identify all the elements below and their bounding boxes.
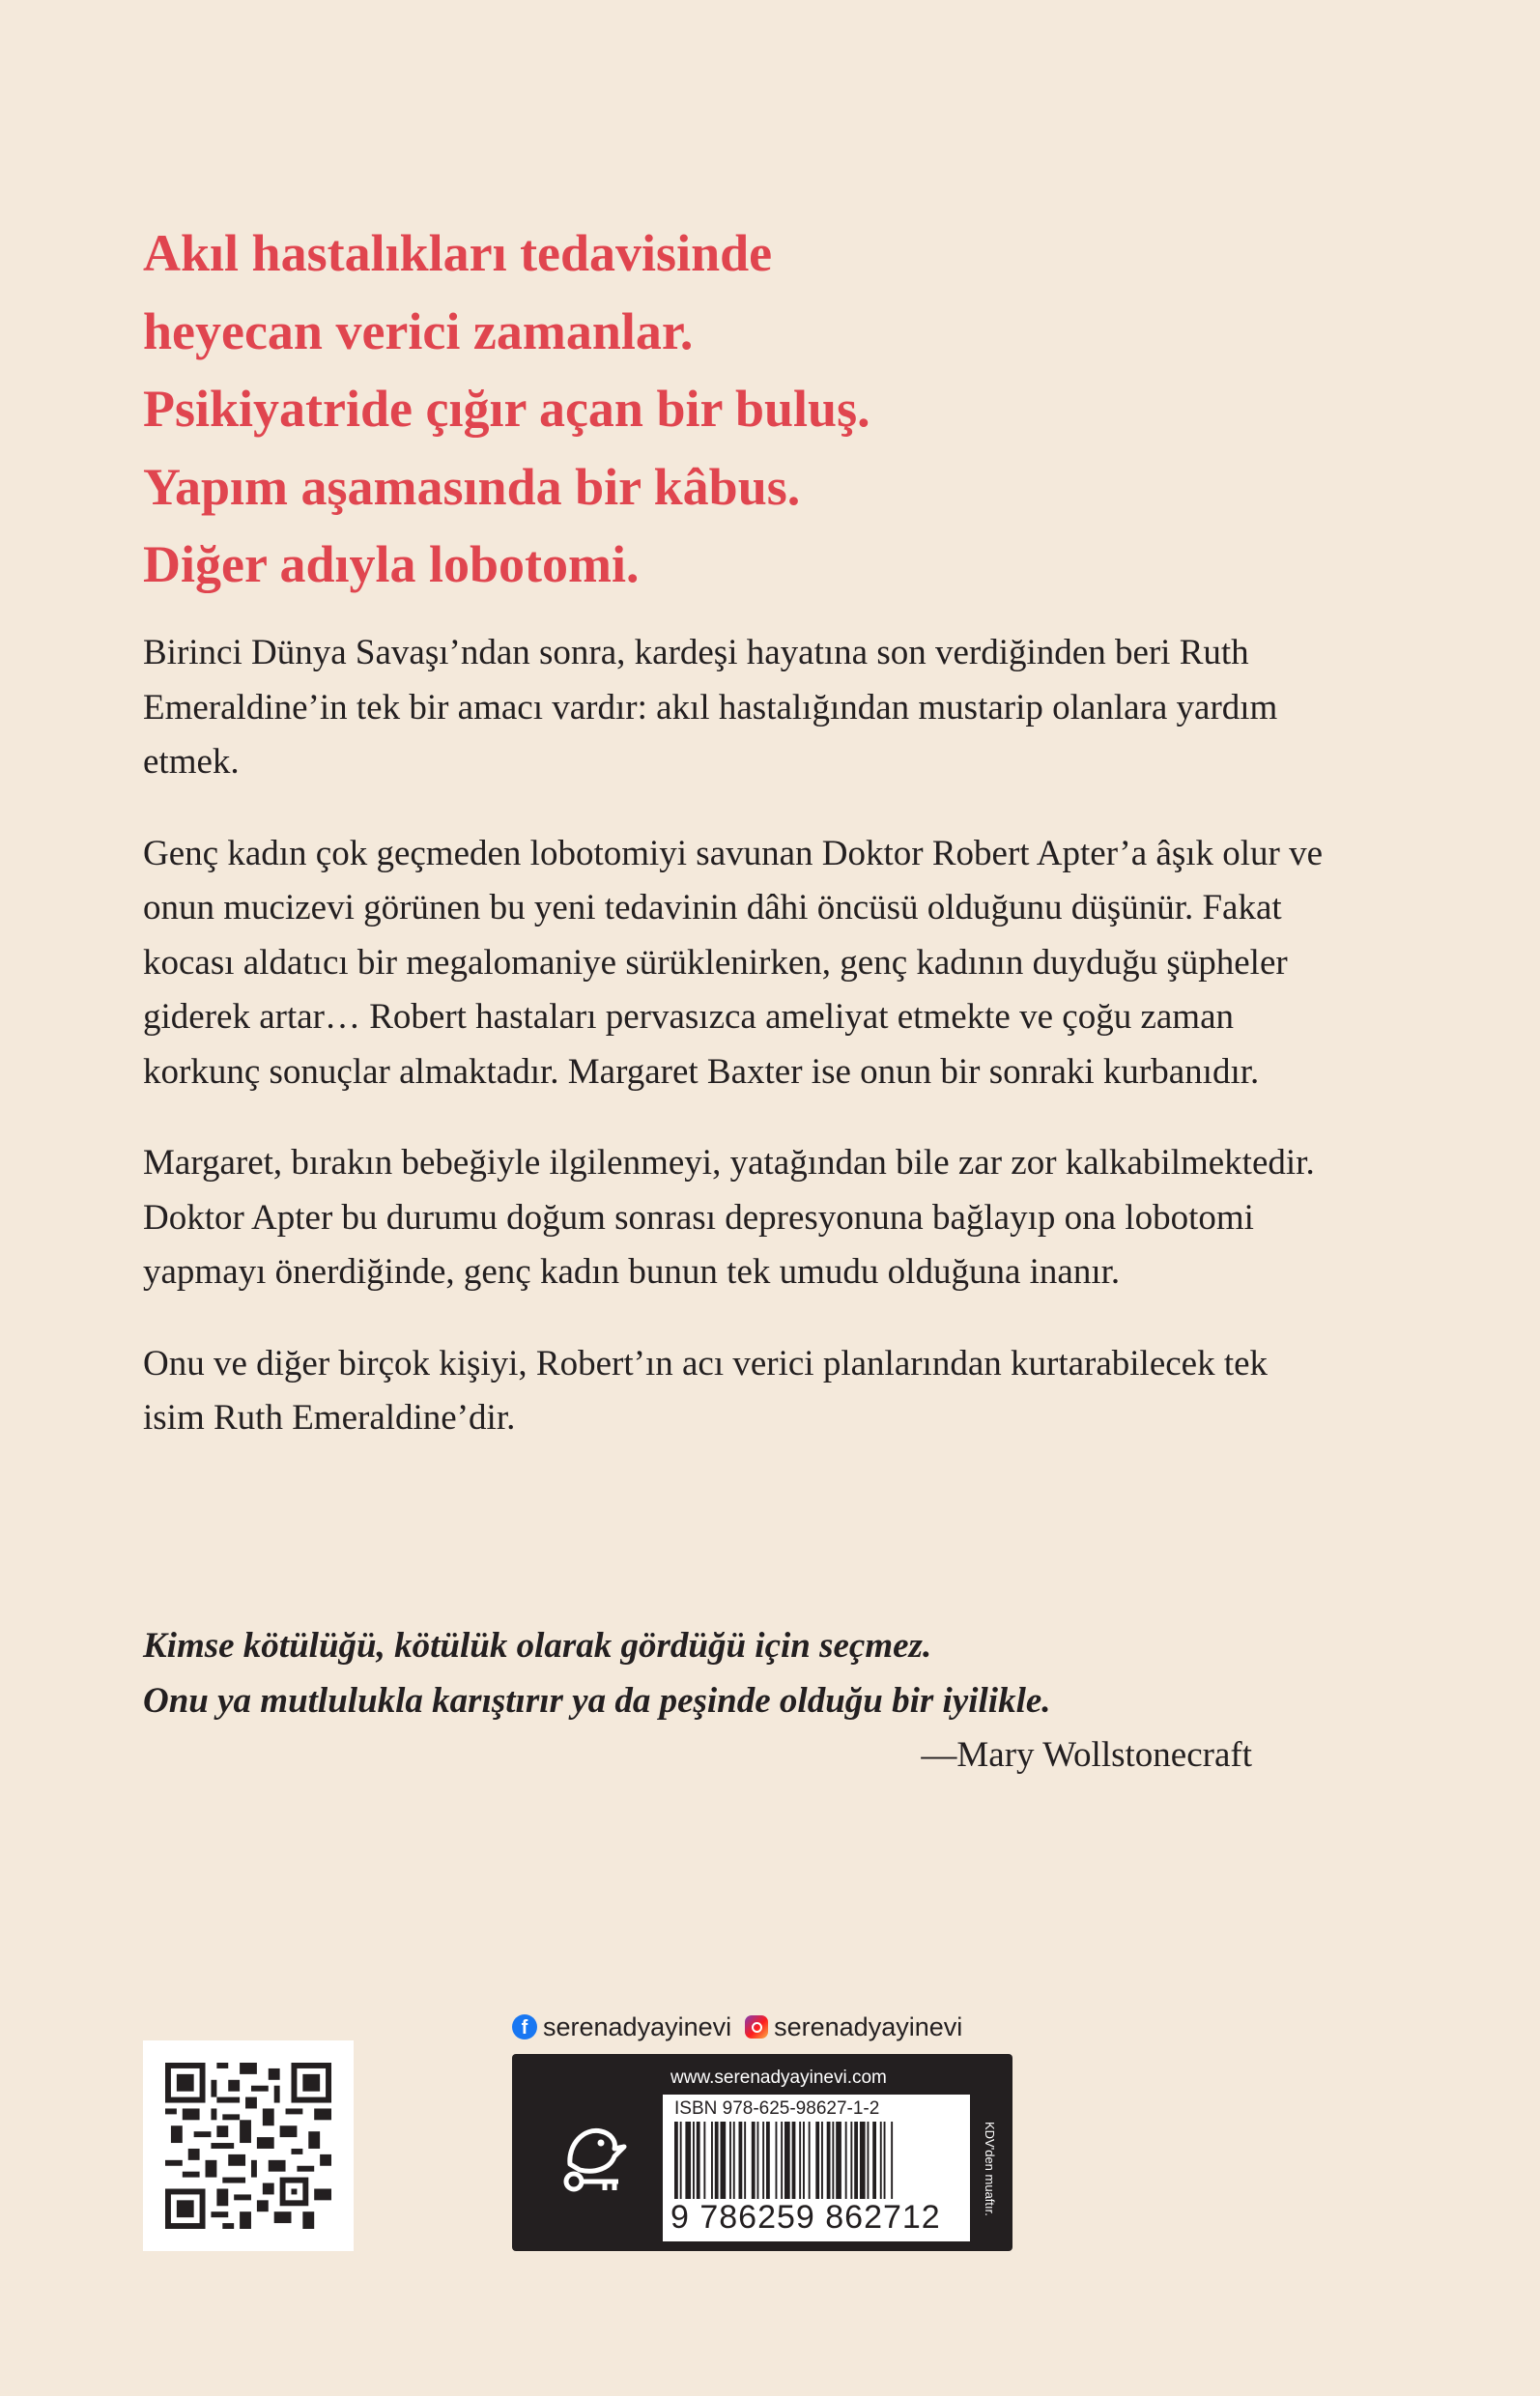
publisher-website: www.serenadyayinevi.com bbox=[670, 2068, 887, 2088]
bird-key-logo-icon bbox=[551, 2114, 638, 2201]
isbn-barcode bbox=[663, 2095, 970, 2241]
epigraph-line: Onu ya mutlulukla karıştırır ya da peşinde olduğu bir iyilikle. bbox=[143, 1680, 1051, 1721]
publisher-barcode-panel bbox=[512, 2054, 1012, 2251]
epigraph bbox=[143, 1619, 1302, 1783]
headline bbox=[143, 214, 1399, 604]
blurb-paragraph: Onu ve diğer birçok kişiyi, Robert’ın acı verici planlarından kurtarabilecek tek isim Ruth Emeraldine’dir. bbox=[143, 1343, 1269, 1438]
headline-line: Yapım aşamasında bir kâbus. bbox=[143, 457, 801, 516]
blurb-paragraph: Margaret, bırakın bebeğiyle ilgilenmeyi, yatağından bile zar zor kalkabilmektedir. Doktor Apter bu durumu doğum sonrası depresyonuna bağlayıp ona lobotomi yapmayı önerdiğinde, genç kadın bunun tek umudu olduğuna inanır. bbox=[143, 1143, 1315, 1292]
qr-code-icon bbox=[165, 2063, 331, 2229]
headline-line: heyecan verici zamanlar. bbox=[143, 301, 694, 360]
headline-line: Psikiyatride çığır açan bir buluş. bbox=[143, 380, 870, 438]
blurb-paragraph: Genç kadın çok geçmeden lobotomiyi savunan Doktor Robert Apter’a âşık olur ve onun mucizevi görünen bu yeni tedavinin dâhi öncüsü olduğunu düşünür. Fakat kocası aldatıcı bir megalomaniye sürüklenirken, genç kadının duyduğu şüpheler giderek artar… Robert hastaları pervasızca ameliyat etmekte ve çoğu zaman korkunç sonuçlar almaktadır. Margaret Baxter ise onun bir sonraki kurbanıdır. bbox=[143, 833, 1324, 1092]
qr-code bbox=[143, 2040, 354, 2251]
blurb-paragraph: Birinci Dünya Savaşı’ndan sonra, kardeşi hayatına son verdiğinden beri Ruth Emeraldine’in tek bir amacı vardır: akıl hastalığından mustarip olanlara yardım etmek. bbox=[143, 633, 1278, 782]
tax-exempt-note: KDV'den muaftır. bbox=[983, 2122, 997, 2216]
barcode-digits: 9 786259 862712 bbox=[670, 2199, 966, 2237]
isbn-number: ISBN 978-625-98627-1-2 bbox=[674, 2098, 880, 2119]
epigraph-line: Kimse kötülüğü, kötülük olarak gördüğü için seçmez. bbox=[143, 1626, 932, 1666]
headline-line: Akıl hastalıkları tedavisinde bbox=[143, 224, 773, 282]
instagram-handle: serenadyayinevi bbox=[774, 2011, 963, 2041]
social-handles bbox=[512, 2010, 1014, 2044]
epigraph-attribution: —Mary Wollstonecraft bbox=[921, 1735, 1252, 1775]
facebook-handle: serenadyayinevi bbox=[543, 2011, 732, 2041]
facebook-icon: f bbox=[512, 2014, 537, 2039]
blurb bbox=[143, 626, 1331, 1483]
instagram-icon bbox=[745, 2015, 768, 2039]
headline-line: Diğer adıyla lobotomi. bbox=[143, 535, 640, 593]
